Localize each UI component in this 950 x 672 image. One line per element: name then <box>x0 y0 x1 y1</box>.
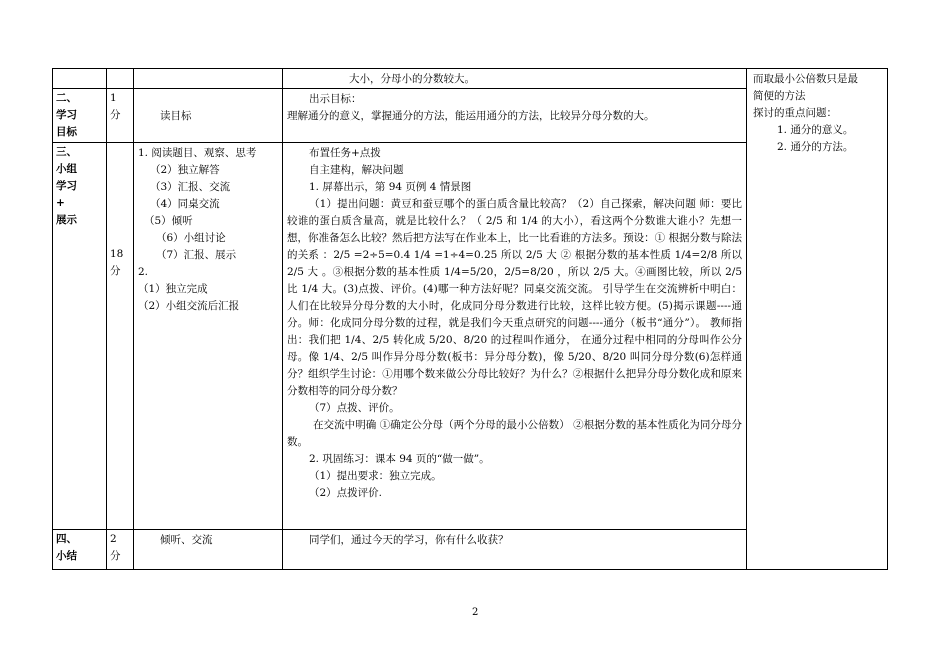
stage-label: 小组 <box>56 163 77 175</box>
teacher-content-cell <box>283 89 747 143</box>
content-paragraph: 在交流中明确 ①确定公分母（两个分母的最小公倍数） ②根据分数的基本性质化为同分母分数。 <box>287 419 742 448</box>
stage-label: 三、 <box>56 146 77 158</box>
student-activity-cell <box>134 530 283 570</box>
content-line: 同学们，通过今天的学习，你有什么收获？ <box>309 534 509 546</box>
table-row-continuation <box>53 69 888 89</box>
content-line: （1）提出要求：独立完成。 <box>309 470 442 482</box>
stage-label: 四、 <box>56 533 77 545</box>
stage-label: + <box>56 197 65 209</box>
note-line: 1. 通分的意义。 <box>777 124 854 136</box>
activity-line: （4）同桌交流 <box>150 198 220 210</box>
content-heading: 出示目标： <box>309 93 362 105</box>
teacher-content-cell <box>283 143 747 530</box>
activity-line: （2）独立解答 <box>150 164 220 176</box>
activity-line: （3）汇报、交流 <box>150 181 231 193</box>
stage-label: 目标 <box>56 126 77 138</box>
time-value: 1 <box>110 92 117 104</box>
activity-line: 1. 阅读题目、观察、思考 <box>138 147 257 159</box>
time-unit: 分 <box>110 550 121 562</box>
teacher-content-cell <box>283 530 747 570</box>
content-line: 1. 屏幕出示，第 94 页例 4 情景图 <box>309 181 472 193</box>
time-value: 18 <box>110 248 124 260</box>
time-cell <box>107 143 134 530</box>
note-line: 而取最小公倍数只是最 <box>753 73 858 85</box>
student-activity-cell <box>134 143 283 530</box>
content-line: 自主建构，解决问题 <box>309 164 404 176</box>
teacher-content-cell <box>283 69 747 89</box>
stage-label: 学习 <box>56 109 77 121</box>
content-line: 布置任务+点拨 <box>309 147 381 159</box>
time-unit: 分 <box>110 109 121 121</box>
content-line: （7）点拨、评价。 <box>309 402 400 414</box>
activity-line: 2. <box>138 266 149 278</box>
stage-cell <box>53 69 107 89</box>
time-unit: 分 <box>110 265 121 277</box>
activity-text: 读目标 <box>160 110 192 122</box>
activity-line: （1）独立完成 <box>138 283 208 295</box>
stage-label: 展示 <box>56 214 77 226</box>
stage-label: 小结 <box>56 550 77 562</box>
note-line: 2. 通分的方法。 <box>777 141 854 153</box>
stage-cell <box>53 89 107 143</box>
content-line: 理解通分的意义，掌握通分的方法，能运用通分的方法，比较异分母分数的大。 <box>287 110 655 122</box>
continuation-text: 大小，分母小的分数较大。 <box>349 73 475 85</box>
content-line: （2）点拨评价. <box>309 487 383 499</box>
activity-line: （6）小组讨论 <box>156 232 226 244</box>
stage-label: 学习 <box>56 180 77 192</box>
notes-cell <box>747 69 888 570</box>
time-cell <box>107 69 134 89</box>
content-line: 2. 巩固练习：课本 94 页的“做一做”。 <box>309 453 490 465</box>
time-cell <box>107 89 134 143</box>
lesson-plan-table <box>52 68 888 570</box>
content-paragraph: （1）提出问题：黄豆和蚕豆哪个的蛋白质含量比较高？（2）自己探索，解决问题 师：要比较谁的蛋白质含量高，就是比较什么？（ 2/5 和 1/4 的大小），看这两个分数谁大谁小？先想一想，你准备怎么比较？然后把方法写在作业本上，比一比看谁的方法多。预设：① 根据分数与除法的关系 ：2/5 =2÷5=0.4 1/4 =1÷4=0.25 所以 2/5 大 ② 根据分数的基本性质 1/4=2/8 所以 2/5 大 。③根据分数的基本性质 1/4=5/20，2/5=8/20 ，所以 2/5 大。④画图比较，所以 2/5 比 1/4 大。(3)点拨、评价。(4)哪一种方法好呢？同桌交流交流。 引导学生在交流辨析中明白：人们在比较异分母分数的大小时，化成同分母分数进行比较，这样比较方便。(5)揭示课题----通分。师：化成同分母分数的过程，就是我们今天重点研究的问题----通分（板书“通分”）。 教师指出：我们把 1/4、2/5 转化成 5/20、8/20 的过程叫作通分， 在通分过程中相同的分母叫作公分母。像 1/4、2/5 叫作异分母分数(板书：异分母分数)，像 5/20、8/20 叫同分母分数(6)怎样通分？组织学生讨论：①用哪个数来做公分母比较好？为什么？②根据什么把异分母分数化成和原来分数相等的同分母分数？ <box>287 198 742 397</box>
activity-text: 倾听、交流 <box>160 534 213 546</box>
time-value: 2 <box>110 533 117 545</box>
stage-cell <box>53 143 107 530</box>
stage-cell <box>53 530 107 570</box>
note-line: 探讨的重点问题： <box>753 107 837 119</box>
activity-line: （2）小组交流后汇报 <box>138 300 240 312</box>
activity-line: （7）汇报、展示 <box>156 249 237 261</box>
page-number: 2 <box>472 607 479 618</box>
activity-line: （5）倾听 <box>144 215 193 227</box>
stage-label: 二、 <box>56 92 77 104</box>
student-activity-cell <box>134 69 283 89</box>
note-line: 简便的方法 <box>753 90 806 102</box>
time-cell <box>107 530 134 570</box>
student-activity-cell <box>134 89 283 143</box>
